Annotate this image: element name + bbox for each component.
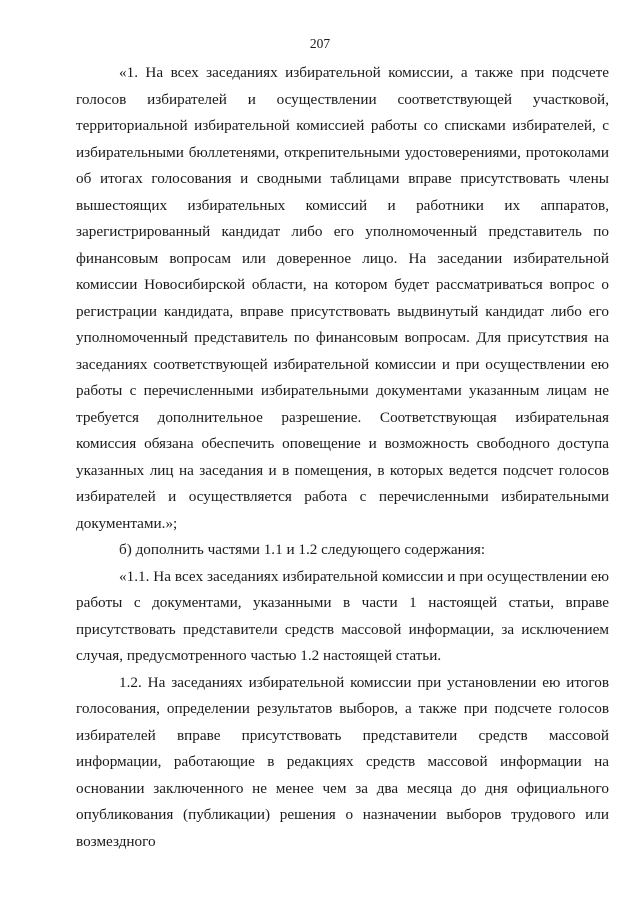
paragraph-part-1-2: 1.2. На заседаниях избирательной комиссии при установлении ею итогов голосования, определении результатов выборов, а также при подсчете голосов избирателей вправе присутствовать представители средств массовой информации, работающие в редакциях средств массовой информации на основании заключенного не менее чем за два месяца до дня официального опубликования (публикации) решения о назначении выборов трудового или возмездного <box>76 673 609 850</box>
document-body <box>76 60 609 855</box>
paragraph-part-1-1: «1.1. На всех заседаниях избирательной комиссии и при осуществлении ею работы с документами, указанными в части 1 настоящей статьи, вправе присутствовать представители средств массовой информации, за исключением случая, предусмотренного частью 1.2 настоящей статьи. <box>76 567 609 664</box>
paragraph-amendment-b: б) дополнить частями 1.1 и 1.2 следующего содержания: <box>119 541 486 558</box>
paragraph-part-1: «1. На всех заседаниях избирательной комиссии, а также при подсчете голосов избирателей и осуществлении соответствующей участковой, территориальной избирательной комиссией работы со списками избирателей, с избирательными бюллетенями, открепительными удостоверениями, протоколами об итогах голосования и сводными таблицами вправе присутствовать члены вышестоящих избирательных комиссий и работники их аппаратов, зарегистрированный кандидат либо его уполномоченный представитель по финансовым вопросам или доверенное лицо. На заседании избирательной комиссии Новосибирской области, на котором будет рассматриваться вопрос о регистрации кандидата, вправе присутствовать выдвинутый кандидат либо его уполномоченный представитель по финансовым вопросам. Для присутствия на заседаниях соответствующей избирательной комиссии и при осуществлении ею работы с перечисленными избирательными документами указанным лицам не требуется дополнительное разрешение. Соответствующая избирательная комиссия обязана обеспечить оповещение и возможность свободного доступа указанных лиц на заседания и в помещения, в которых ведется подсчет голосов избирателей и осуществляется работа с перечисленными избирательными документами.»; <box>76 64 609 532</box>
page-number: 207 <box>309 36 331 51</box>
